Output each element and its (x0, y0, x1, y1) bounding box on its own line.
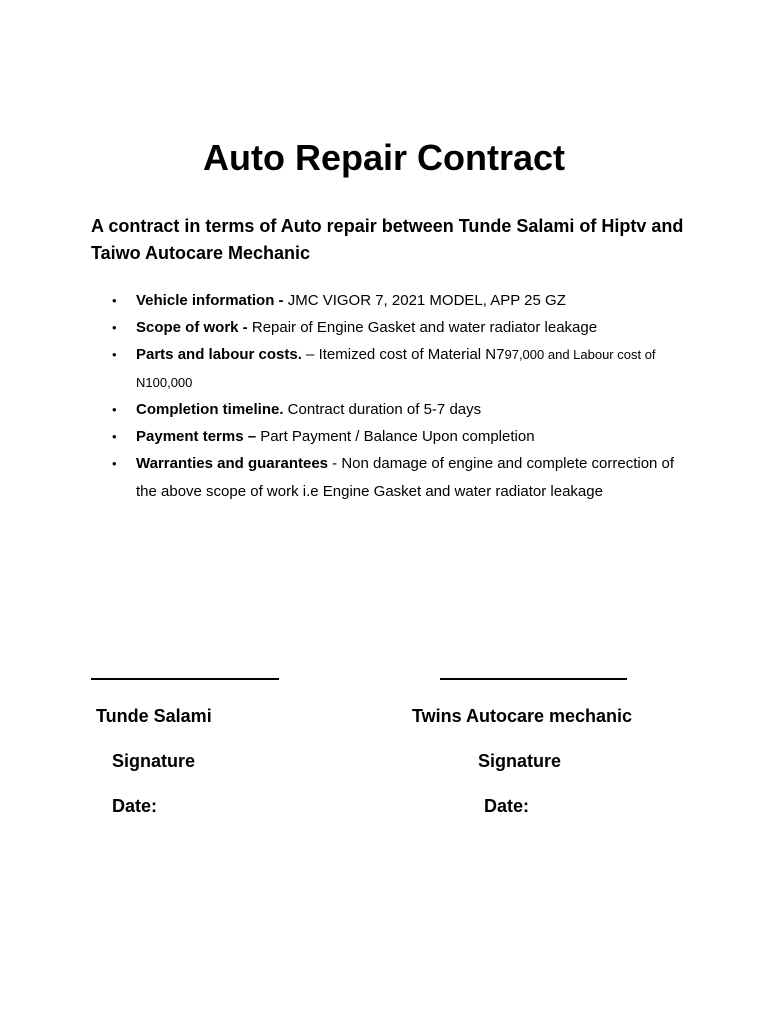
term-text: – Itemized cost of Material N7 (301, 346, 505, 363)
term-label: Vehicle information - (136, 292, 284, 309)
term-text: Part Payment / Balance Upon completion (256, 428, 535, 445)
bullet-icon: • (112, 347, 117, 362)
left-signature-label: Signature (112, 751, 196, 771)
term-text: JMC VIGOR 7, 2021 MODEL, APP 25 GZ (283, 292, 566, 309)
term-warranties-and-guarantees (112, 450, 692, 506)
term-label: Scope of work - (136, 319, 248, 336)
left-date-label: Date: (112, 796, 158, 816)
term-label: Payment terms – (136, 428, 257, 445)
right-signature-line (440, 678, 627, 680)
bullet-icon: • (112, 456, 117, 471)
bullet-icon: • (112, 429, 117, 444)
right-party-name: Twins Autocare mechanic (412, 706, 633, 726)
right-signature-label: Signature (478, 751, 562, 771)
bullet-icon: • (112, 320, 117, 335)
contract-intro: A contract in terms of Auto repair between Tunde Salami of Hiptv and Taiwo Autocare Mechanic (91, 216, 684, 263)
bullet-icon: • (112, 402, 117, 417)
left-signature-line (91, 678, 279, 680)
term-completion-timeline (112, 396, 692, 424)
left-party-name: Tunde Salami (96, 706, 212, 726)
term-label: Parts and labour costs. (136, 346, 302, 363)
right-date-label: Date: (484, 796, 530, 816)
term-text: Repair of Engine Gasket and water radiator leakage (247, 319, 598, 336)
term-label: Warranties and guarantees (136, 455, 329, 472)
terms-list (112, 287, 692, 505)
term-text-small: 97,000 and Labour cost of N100,000 (136, 347, 656, 390)
document-title: Auto Repair Contract (202, 137, 566, 178)
term-vehicle-information (112, 287, 692, 315)
term-scope-of-work (112, 314, 692, 342)
term-text: - Non damage of engine and complete correction of the above scope of work i.e Engine Gasket and water radiator leakage (136, 455, 675, 500)
bullet-icon: • (112, 293, 117, 308)
term-parts-and-labour-costs (112, 341, 692, 397)
term-label: Completion timeline. (136, 401, 284, 418)
term-text: Contract duration of 5-7 days (283, 401, 482, 418)
term-payment-terms (112, 423, 692, 451)
